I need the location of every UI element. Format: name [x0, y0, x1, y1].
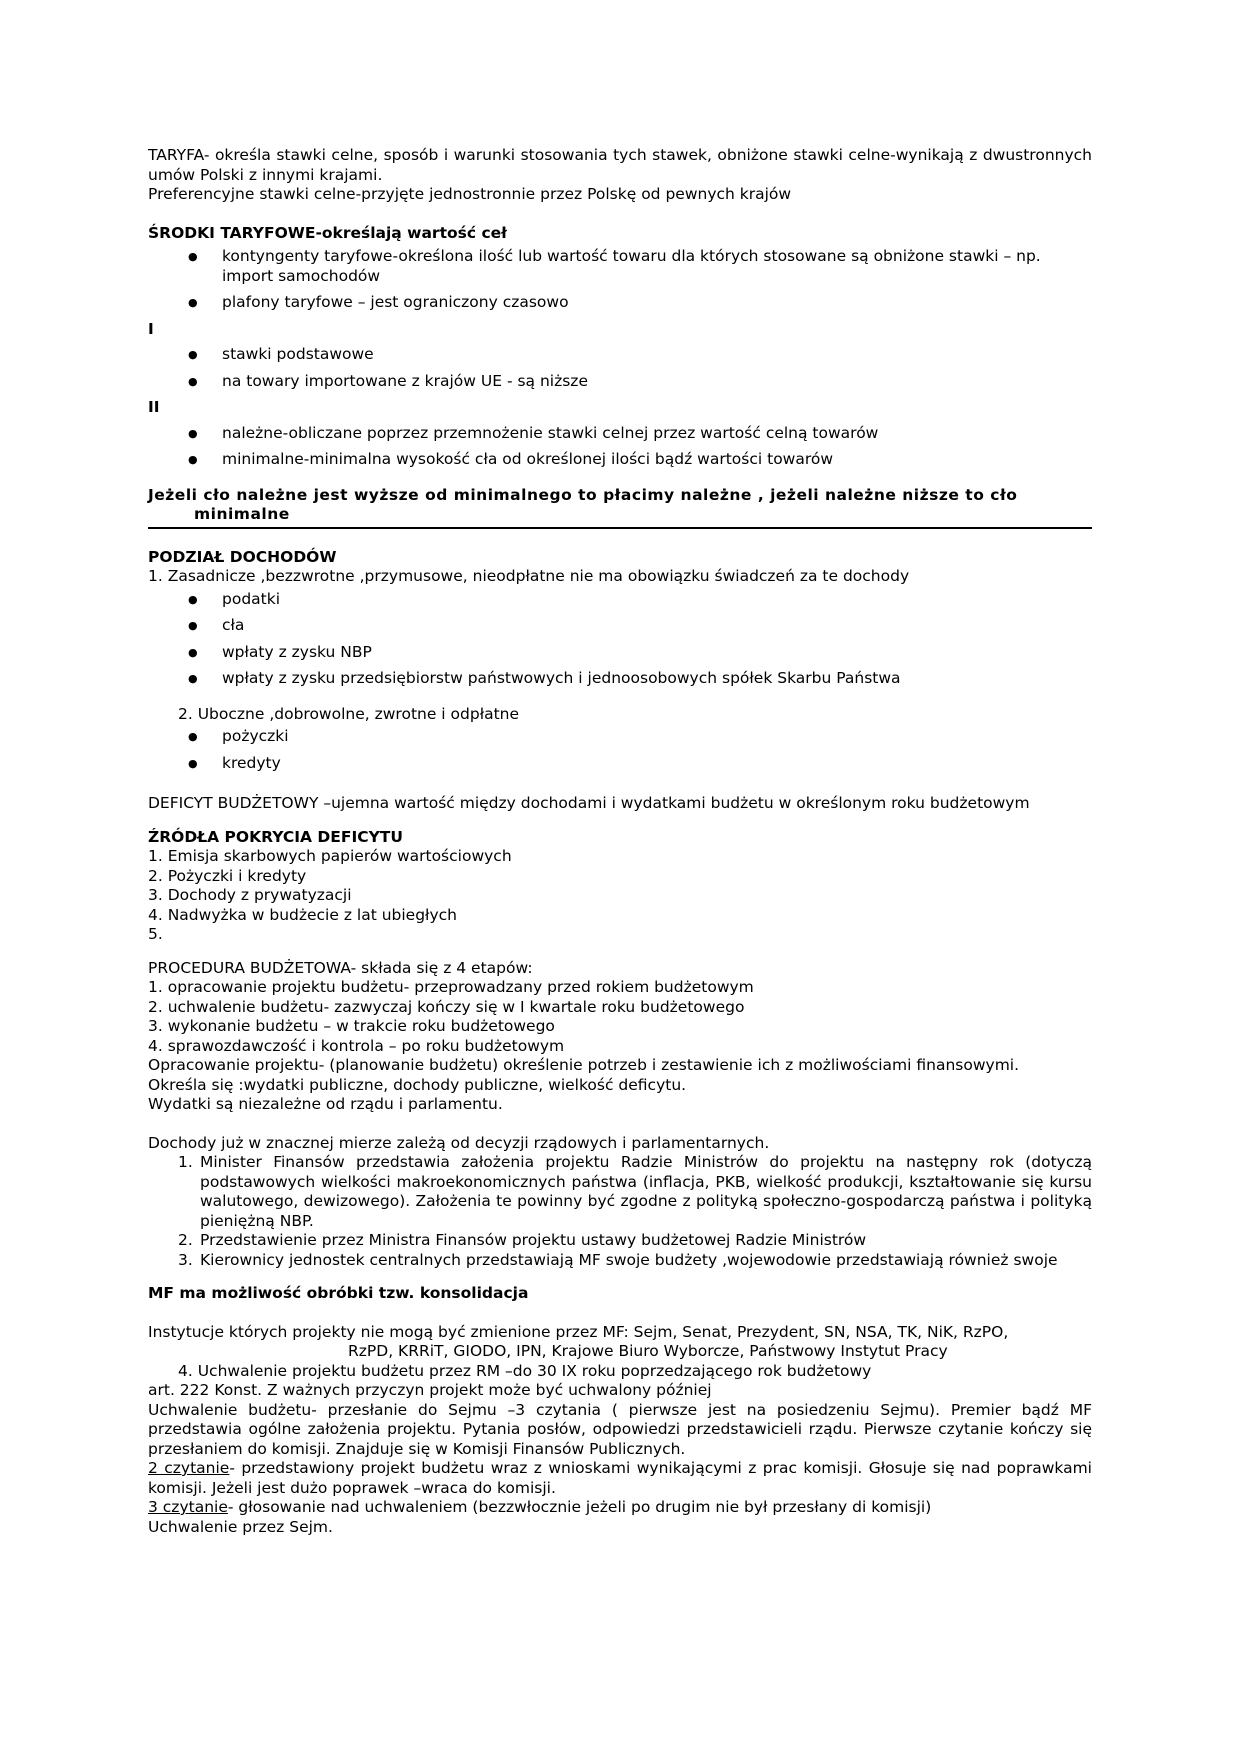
podzial-bullets-1: [148, 590, 1092, 689]
roman-numeral-1: I: [148, 319, 154, 338]
podzial-item-1: 1. Zasadnicze ,bezzwrotne ,przymusowe, nieodpłatne nie ma obowiązku świadczeń za te dochody: [148, 567, 910, 585]
deficyt-paragraph: DEFICYT BUDŻETOWY –ujemna wartość między dochodami i wydatkami budżetu w określonym roku budżetowym: [148, 794, 1030, 812]
zrodla-item: 4. Nadwyżka w budżecie z lat ubiegłych: [148, 905, 457, 924]
czytanie-2-paragraph: 2 czytanie- przedstawiony projekt budżetu wraz z wnioskami wynikającymi z prac komisji. Głosuje się nad poprawkami komisji. Jeżeli jest dużo poprawek –wraca do komisji.: [148, 1459, 1092, 1497]
callout-note: [148, 486, 1092, 529]
uchwalenie-paragraph: Uchwalenie budżetu- przesłanie do Sejmu –3 czytania ( pierwsze jest na posiedzeniu Sejmu). Premier bądź MF przedstawia ogólne założenia projektu. Pytania posłów, odpowiedzi przedstawicieli rządu. Pierwsze czytanie kończy się przesłaniem do komisji. Znajduje się w Komisji Finansów Publicznych.: [148, 1400, 1092, 1458]
list-item: ● na towary importowane z krajów UE - są niższe: [222, 372, 1092, 392]
zrodla-heading: ŹRÓDŁA POKRYCIA DEFICYTU: [148, 827, 403, 846]
list-item: ● stawki podstawowe: [222, 345, 1092, 365]
czytanie-3-paragraph: 3 czytanie- głosowanie nad uchwaleniem (bezzwłocznie jeżeli po drugim nie był przesłany di komisji): [148, 1498, 932, 1516]
step-4: 4. Uchwalenie projektu budżetu przez RM –do 30 IX roku poprzedzającego rok budżetowy: [178, 1361, 872, 1380]
srodki-list-3: [148, 424, 1092, 470]
zrodla-item: 1. Emisja skarbowych papierów wartościowych: [148, 847, 512, 865]
list-item: ● podatki: [222, 590, 1092, 610]
zrodla-item: 2. Pożyczki i kredyty: [148, 866, 307, 885]
zrodla-item: 3. Dochody z prywatyzacji: [148, 886, 352, 904]
step-item: 1. Minister Finansów przedstawia założenia projektu Radzie Ministrów do projektu na następny rok (dotyczą podstawowych wielkości makroekonomicznych państwa (inflacja, PKB, wielkość produkcji, kształtowanie się kursu walutowego, dewizowego). Założenia te powinny być zgodne z polityką społeczno-gospodarczą państwa i polityką pieniężną NBP.: [178, 1153, 1092, 1230]
roman-numeral-2: II: [148, 398, 160, 416]
podzial-bullets-2: [148, 727, 1092, 773]
procedura-item: 4. sprawozdawczość i kontrola – po roku budżetowym: [148, 1036, 565, 1055]
callout-line-2: minimalne: [194, 505, 290, 523]
list-item: ● kredyty: [222, 754, 1092, 774]
list-item: ● pożyczki: [222, 727, 1092, 747]
callout-line-1: Jeżeli cło należne jest wyższe od minimalnego to płacimy należne , jeżeli należne niższe to cło: [148, 485, 1018, 504]
list-item: ● cła: [222, 616, 1092, 636]
podzial-item-2: 2. Uboczne ,dobrowolne, zwrotne i odpłatne: [178, 704, 520, 723]
dochody-paragraph: Dochody już w znacznej mierze zależą od decyzji rządowych i parlamentarnych.: [148, 1133, 770, 1152]
list-item: ● wpłaty z zysku przedsiębiorstw państwowych i jednoosobowych spółek Skarbu Państwa: [222, 669, 1092, 689]
instytucje-line-2: RzPD, KRRiT, GIODO, IPN, Krajowe Biuro Wyborcze, Państwowy Instytut Pracy: [348, 1342, 948, 1360]
czytanie-2-label: 2 czytanie: [148, 1459, 230, 1477]
list-item: ● plafony taryfowe – jest ograniczony czasowo: [222, 293, 1092, 313]
podzial-heading: PODZIAŁ DOCHODÓW: [148, 547, 337, 566]
wydatki-paragraph: Wydatki są niezależne od rządu i parlamentu.: [148, 1095, 503, 1113]
procedura-item: 3. wykonanie budżetu – w trakcie roku budżetowego: [148, 1017, 555, 1035]
okresla-paragraph: Określa się :wydatki publiczne, dochody publiczne, wielkość deficytu.: [148, 1075, 687, 1094]
srodki-list-2: [148, 345, 1092, 391]
procedura-steps: [148, 1153, 1092, 1270]
step-item: 2. Przedstawienie przez Ministra Finansów projektu ustawy budżetowej Radzie Ministrów: [178, 1231, 867, 1249]
czytanie-3-label: 3 czytanie: [148, 1498, 228, 1516]
list-item: ● minimalne-minimalna wysokość cła od określonej ilości bądź wartości towarów: [222, 450, 1092, 470]
list-item: ● kontyngenty taryfowe-określona ilość lub wartość towaru dla których stosowane są obniżone stawki – np. import samochodów: [222, 247, 1092, 286]
taryfa-paragraph: TARYFA- określa stawki celne, sposób i warunki stosowania tych stawek, obniżone stawki celne-wynikają z dwustronnych umów Polski z innymi krajami.: [148, 146, 1092, 184]
procedura-item: 2. uchwalenie budżetu- zazwyczaj kończy się w I kwartale roku budżetowego: [148, 997, 745, 1016]
final-paragraph: Uchwalenie przez Sejm.: [148, 1517, 333, 1536]
instytucje-line-1: Instytucje których projekty nie mogą być zmienione przez MF: Sejm, Senat, Prezydent, SN, NSA, TK, NiK, RzPO,: [148, 1322, 1009, 1341]
procedura-item: 1. opracowanie projektu budżetu- przeprowadzany przed rokiem budżetowym: [148, 978, 754, 996]
mf-heading: MF ma możliwość obróbki tzw. konsolidacja: [148, 1284, 529, 1302]
opracowanie-paragraph: Opracowanie projektu- (planowanie budżetu) określenie potrzeb i zestawienie ich z możliwościami finansowymi.: [148, 1056, 1020, 1074]
step-item: 3. Kierownicy jednostek centralnych przedstawiają MF swoje budżety ,wojewodowie przedstawiają również swoje: [178, 1250, 1058, 1269]
list-item: ● należne-obliczane poprzez przemnożenie stawki celnej przez wartość celną towarów: [222, 424, 1092, 444]
srodki-list-1: [148, 247, 1092, 313]
procedura-heading: PROCEDURA BUDŻETOWA- składa się z 4 etapów:: [148, 958, 533, 977]
preferencyjne-paragraph: Preferencyjne stawki celne-przyjęte jednostronnie przez Polskę od pewnych krajów: [148, 185, 792, 203]
zrodla-item: 5.: [148, 925, 163, 943]
list-item: ● wpłaty z zysku NBP: [222, 643, 1092, 663]
srodki-heading: ŚRODKI TARYFOWE-określają wartość ceł: [148, 223, 507, 242]
art-222-paragraph: art. 222 Konst. Z ważnych przyczyn projekt może być uchwalony później: [148, 1381, 712, 1399]
